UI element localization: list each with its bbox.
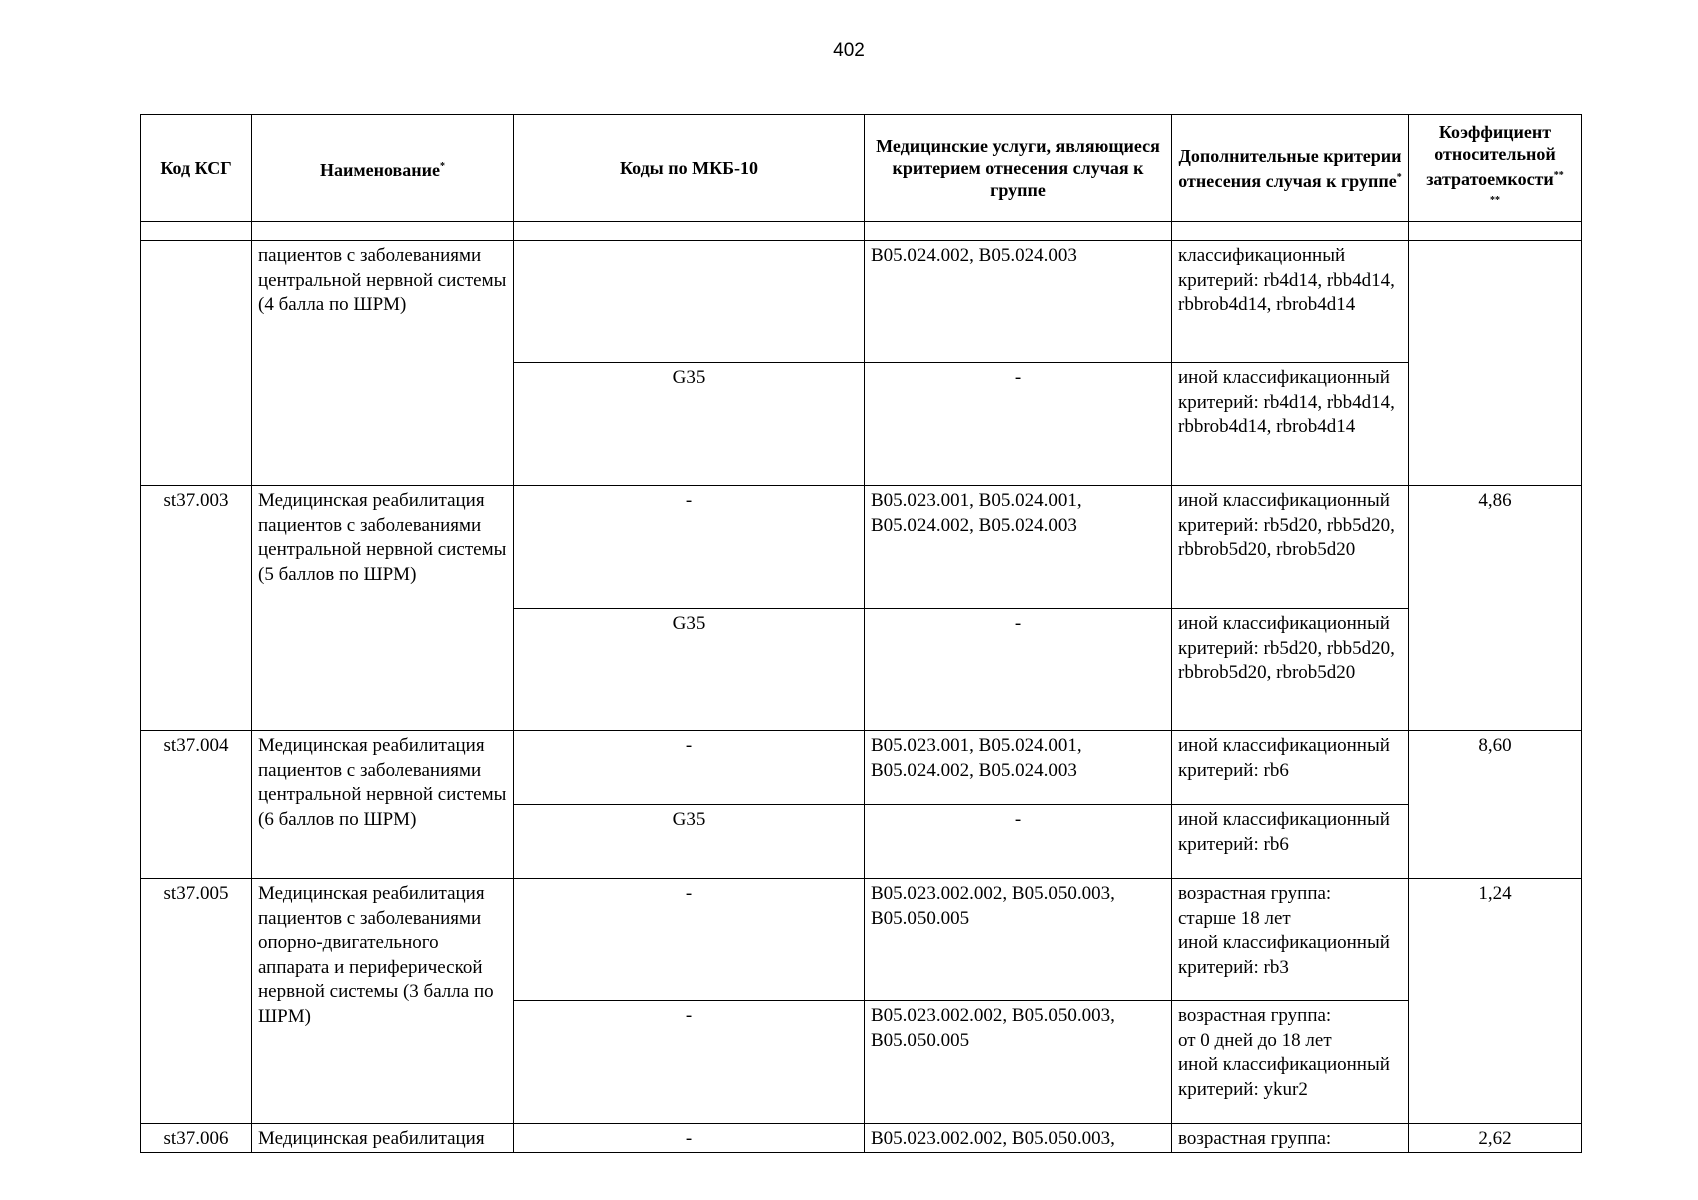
cell-mkb: - bbox=[514, 486, 865, 609]
header-services: Медицинские услуги, являющиеся критерием отнесения случая к группе bbox=[865, 115, 1172, 222]
table-row bbox=[141, 879, 1582, 1001]
spacer-row bbox=[141, 222, 1582, 241]
cell-mkb: - bbox=[514, 879, 865, 1001]
cell-extra: возрастная группа: от 0 дней до 18 лет иной классификационный критерий: ykur2 bbox=[1172, 1001, 1409, 1124]
cell-extra: иной классификационный критерий: rb5d20, rbb5d20, rbbrob5d20, rbrob5d20 bbox=[1172, 486, 1409, 609]
cell-services: - bbox=[865, 363, 1172, 486]
cell-services: - bbox=[865, 805, 1172, 879]
table-row bbox=[141, 486, 1582, 609]
cell-extra: возрастная группа: старше 18 лет иной классификационный критерий: rb3 bbox=[1172, 879, 1409, 1001]
ksg-table bbox=[140, 114, 1582, 1153]
cell-name: пациентов с заболеваниями центральной нервной системы (4 балла по ШРМ) bbox=[252, 241, 514, 486]
cell-extra: возрастная группа: bbox=[1172, 1124, 1409, 1153]
cell-services: - bbox=[865, 609, 1172, 731]
cell-coef: 8,60 bbox=[1409, 731, 1582, 879]
cell-mkb: - bbox=[514, 1124, 865, 1153]
cell-mkb: G35 bbox=[514, 805, 865, 879]
cell-extra: классификационный критерий: rb4d14, rbb4d14, rbbrob4d14, rbrob4d14 bbox=[1172, 241, 1409, 363]
table-row bbox=[141, 241, 1582, 363]
cell-name: Медицинская реабилитация bbox=[252, 1124, 514, 1153]
cell-coef: 2,62 bbox=[1409, 1124, 1582, 1153]
header-name: Наименование* bbox=[252, 115, 514, 222]
cell-name: Медицинская реабилитация пациентов с заболеваниями опорно-двигательного аппарата и периферической нервной системы (3 балла по ШРМ) bbox=[252, 879, 514, 1124]
cell-services: B05.023.002.002, B05.050.003, B05.050.005 bbox=[865, 1001, 1172, 1124]
cell-services: B05.023.002.002, B05.050.003, B05.050.005 bbox=[865, 879, 1172, 1001]
table-row bbox=[141, 1124, 1582, 1153]
cell-services: B05.024.002, B05.024.003 bbox=[865, 241, 1172, 363]
cell-code: st37.006 bbox=[141, 1124, 252, 1153]
cell-extra: иной классификационный критерий: rb5d20, rbb5d20, rbbrob5d20, rbrob5d20 bbox=[1172, 609, 1409, 731]
cell-coef: 1,24 bbox=[1409, 879, 1582, 1124]
cell-services: B05.023.001, B05.024.001, B05.024.002, B05.024.003 bbox=[865, 731, 1172, 805]
cell-mkb: G35 bbox=[514, 363, 865, 486]
table-row bbox=[141, 731, 1582, 805]
table-header-row bbox=[141, 115, 1582, 222]
cell-name: Медицинская реабилитация пациентов с заболеваниями центральной нервной системы (6 баллов по ШРМ) bbox=[252, 731, 514, 879]
cell-coef bbox=[1409, 241, 1582, 486]
cell-code: st37.004 bbox=[141, 731, 252, 879]
header-mkb: Коды по МКБ-10 bbox=[514, 115, 865, 222]
cell-services: B05.023.001, B05.024.001, B05.024.002, B05.024.003 bbox=[865, 486, 1172, 609]
cell-coef: 4,86 bbox=[1409, 486, 1582, 731]
cell-code: st37.003 bbox=[141, 486, 252, 731]
cell-mkb: - bbox=[514, 731, 865, 805]
header-code: Код КСГ bbox=[141, 115, 252, 222]
cell-mkb: - bbox=[514, 1001, 865, 1124]
cell-mkb bbox=[514, 241, 865, 363]
cell-extra: иной классификационный критерий: rb4d14, rbb4d14, rbbrob4d14, rbrob4d14 bbox=[1172, 363, 1409, 486]
header-extra: Дополнительные критерии отнесения случая к группе* bbox=[1172, 115, 1409, 222]
header-coef: Коэффициент относительной затратоемкости** ** bbox=[1409, 115, 1582, 222]
cell-name: Медицинская реабилитация пациентов с заболеваниями центральной нервной системы (5 баллов по ШРМ) bbox=[252, 486, 514, 731]
cell-code bbox=[141, 241, 252, 486]
cell-mkb: G35 bbox=[514, 609, 865, 731]
cell-code: st37.005 bbox=[141, 879, 252, 1124]
cell-extra: иной классификационный критерий: rb6 bbox=[1172, 805, 1409, 879]
cell-extra: иной классификационный критерий: rb6 bbox=[1172, 731, 1409, 805]
cell-services: B05.023.002.002, B05.050.003, bbox=[865, 1124, 1172, 1153]
page-number: 402 bbox=[833, 40, 865, 61]
